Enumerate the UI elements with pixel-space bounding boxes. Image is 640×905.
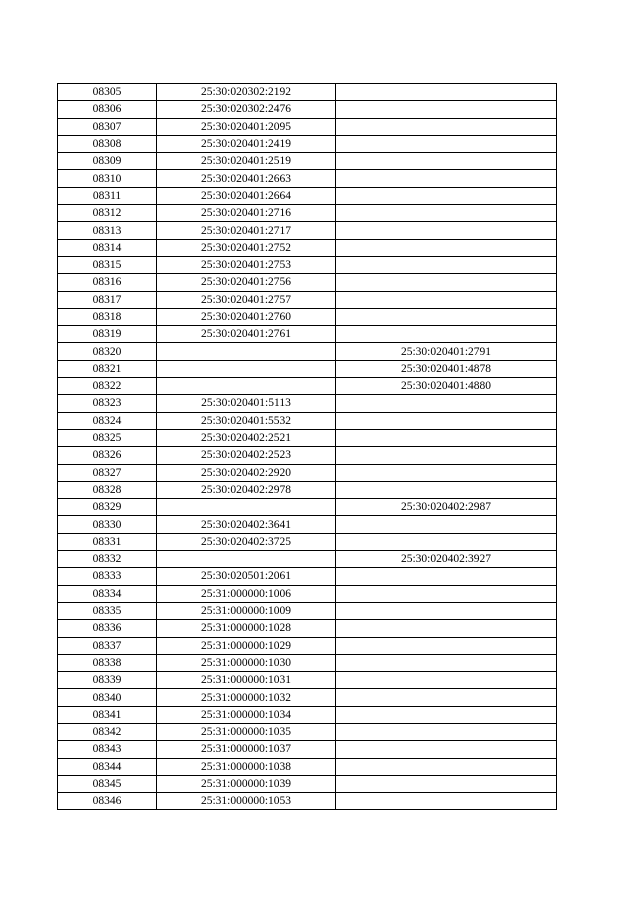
cadastral-number-alt-cell [336, 533, 557, 550]
cadastral-number-cell: 25:30:020402:3725 [157, 533, 336, 550]
row-number-cell: 08321 [58, 360, 157, 377]
row-number-cell: 08310 [58, 170, 157, 187]
table-row [58, 585, 557, 602]
row-number-cell: 08323 [58, 395, 157, 412]
cadastral-number-cell: 25:30:020401:2756 [157, 274, 336, 291]
cadastral-number-alt-cell [336, 308, 557, 325]
cadastral-number-alt-cell [336, 395, 557, 412]
cadastral-number-cell: 25:30:020401:2760 [157, 308, 336, 325]
cadastral-number-cell: 25:30:020401:2757 [157, 291, 336, 308]
cadastral-number-alt-cell [336, 516, 557, 533]
row-number-cell: 08344 [58, 758, 157, 775]
cadastral-number-cell: 25:30:020401:2519 [157, 153, 336, 170]
row-number-cell: 08312 [58, 205, 157, 222]
row-number-cell: 08342 [58, 723, 157, 740]
row-number-cell: 08343 [58, 741, 157, 758]
table-row [58, 360, 557, 377]
row-number-cell: 08322 [58, 378, 157, 395]
cadastral-number-cell: 25:31:000000:1037 [157, 741, 336, 758]
row-number-cell: 08341 [58, 706, 157, 723]
table-row [58, 741, 557, 758]
cadastral-number-alt-cell [336, 153, 557, 170]
row-number-cell: 08324 [58, 412, 157, 429]
table-row [58, 429, 557, 446]
row-number-cell: 08330 [58, 516, 157, 533]
row-number-cell: 08329 [58, 499, 157, 516]
row-number-cell: 08314 [58, 239, 157, 256]
row-number-cell: 08325 [58, 429, 157, 446]
table-row [58, 205, 557, 222]
table-row [58, 464, 557, 481]
cadastral-number-alt-cell [336, 793, 557, 810]
table-row [58, 447, 557, 464]
cadastral-number-cell: 25:30:020501:2061 [157, 568, 336, 585]
cadastral-number-cell: 25:30:020302:2192 [157, 84, 336, 101]
cadastral-number-alt-cell [336, 170, 557, 187]
table-row [58, 153, 557, 170]
row-number-cell: 08337 [58, 637, 157, 654]
cadastral-number-alt-cell [336, 706, 557, 723]
table-row [58, 758, 557, 775]
cadastral-number-alt-cell [336, 291, 557, 308]
cadastral-number-alt-cell: 25:30:020401:2791 [336, 343, 557, 360]
cadastral-number-cell [157, 378, 336, 395]
cadastral-number-alt-cell: 25:30:020402:2987 [336, 499, 557, 516]
cadastral-number-cell: 25:30:020402:2521 [157, 429, 336, 446]
cadastral-number-cell: 25:30:020401:5113 [157, 395, 336, 412]
cadastral-number-alt-cell [336, 118, 557, 135]
table-row [58, 308, 557, 325]
cadastral-number-alt-cell [336, 84, 557, 101]
row-number-cell: 08332 [58, 551, 157, 568]
table-row [58, 602, 557, 619]
table-row [58, 378, 557, 395]
cadastral-number-alt-cell [336, 689, 557, 706]
row-number-cell: 08319 [58, 326, 157, 343]
cadastral-number-cell: 25:30:020402:3641 [157, 516, 336, 533]
row-number-cell: 08336 [58, 620, 157, 637]
table-row [58, 793, 557, 810]
row-number-cell: 08309 [58, 153, 157, 170]
cadastral-number-cell: 25:31:000000:1038 [157, 758, 336, 775]
row-number-cell: 08328 [58, 481, 157, 498]
cadastral-number-alt-cell [336, 274, 557, 291]
cadastral-number-cell: 25:31:000000:1030 [157, 654, 336, 671]
cadastral-number-alt-cell [336, 620, 557, 637]
cadastral-number-cell: 25:30:020401:2716 [157, 205, 336, 222]
table-row [58, 170, 557, 187]
table-row [58, 412, 557, 429]
cadastral-number-alt-cell [336, 585, 557, 602]
cadastral-number-alt-cell [336, 187, 557, 204]
cadastral-number-cell: 25:30:020401:2717 [157, 222, 336, 239]
table-row [58, 533, 557, 550]
table-row [58, 239, 557, 256]
cadastral-number-alt-cell [336, 429, 557, 446]
cadastral-number-alt-cell [336, 135, 557, 152]
cadastral-number-alt-cell: 25:30:020401:4880 [336, 378, 557, 395]
cadastral-number-alt-cell [336, 222, 557, 239]
table-row [58, 481, 557, 498]
cadastral-number-cell: 25:31:000000:1035 [157, 723, 336, 740]
table-row [58, 256, 557, 273]
cadastral-number-cell [157, 343, 336, 360]
cadastral-number-cell: 25:31:000000:1006 [157, 585, 336, 602]
row-number-cell: 08334 [58, 585, 157, 602]
cadastral-number-cell: 25:30:020401:2095 [157, 118, 336, 135]
cadastral-number-alt-cell [336, 568, 557, 585]
cadastral-number-alt-cell [336, 239, 557, 256]
row-number-cell: 08315 [58, 256, 157, 273]
cadastral-number-cell: 25:30:020401:2663 [157, 170, 336, 187]
table-row [58, 654, 557, 671]
table-row [58, 620, 557, 637]
cadastral-number-cell: 25:31:000000:1031 [157, 672, 336, 689]
cadastral-number-cell: 25:31:000000:1034 [157, 706, 336, 723]
table-row [58, 118, 557, 135]
cadastral-number-cell: 25:30:020401:2752 [157, 239, 336, 256]
cadastral-number-cell: 25:31:000000:1009 [157, 602, 336, 619]
cadastral-number-alt-cell: 25:30:020401:4878 [336, 360, 557, 377]
cadastral-number-cell: 25:31:000000:1032 [157, 689, 336, 706]
cadastral-number-alt-cell [336, 775, 557, 792]
cadastral-number-alt-cell [336, 447, 557, 464]
table-row [58, 637, 557, 654]
cadastral-number-cell: 25:31:000000:1039 [157, 775, 336, 792]
cadastral-number-alt-cell: 25:30:020402:3927 [336, 551, 557, 568]
cadastral-number-alt-cell [336, 637, 557, 654]
table-row [58, 395, 557, 412]
row-number-cell: 08305 [58, 84, 157, 101]
table-row [58, 274, 557, 291]
table-row [58, 568, 557, 585]
table-row [58, 291, 557, 308]
table-row [58, 499, 557, 516]
row-number-cell: 08318 [58, 308, 157, 325]
table-row [58, 551, 557, 568]
cadastral-number-alt-cell [336, 326, 557, 343]
table-row [58, 775, 557, 792]
row-number-cell: 08331 [58, 533, 157, 550]
table-row [58, 187, 557, 204]
cadastral-number-cell: 25:30:020401:2664 [157, 187, 336, 204]
cadastral-number-cell: 25:31:000000:1028 [157, 620, 336, 637]
cadastral-number-alt-cell [336, 412, 557, 429]
cadastral-number-cell: 25:30:020401:2753 [157, 256, 336, 273]
registry-table [57, 83, 557, 810]
cadastral-number-alt-cell [336, 672, 557, 689]
cadastral-number-cell: 25:30:020302:2476 [157, 101, 336, 118]
cadastral-number-cell: 25:30:020401:2761 [157, 326, 336, 343]
row-number-cell: 08340 [58, 689, 157, 706]
cadastral-number-cell: 25:30:020402:2978 [157, 481, 336, 498]
cadastral-number-alt-cell [336, 205, 557, 222]
table-row [58, 222, 557, 239]
cadastral-number-cell: 25:30:020401:2419 [157, 135, 336, 152]
cadastral-number-alt-cell [336, 256, 557, 273]
cadastral-number-cell: 25:31:000000:1053 [157, 793, 336, 810]
cadastral-number-alt-cell [336, 464, 557, 481]
cadastral-number-cell: 25:31:000000:1029 [157, 637, 336, 654]
table-row [58, 689, 557, 706]
cadastral-number-alt-cell [336, 758, 557, 775]
cadastral-number-alt-cell [336, 481, 557, 498]
cadastral-number-alt-cell [336, 101, 557, 118]
row-number-cell: 08308 [58, 135, 157, 152]
row-number-cell: 08317 [58, 291, 157, 308]
cadastral-number-cell [157, 551, 336, 568]
row-number-cell: 08339 [58, 672, 157, 689]
table-row [58, 672, 557, 689]
row-number-cell: 08333 [58, 568, 157, 585]
row-number-cell: 08338 [58, 654, 157, 671]
table-row [58, 84, 557, 101]
table-row [58, 343, 557, 360]
cadastral-number-alt-cell [336, 654, 557, 671]
row-number-cell: 08346 [58, 793, 157, 810]
row-number-cell: 08313 [58, 222, 157, 239]
row-number-cell: 08316 [58, 274, 157, 291]
table-row [58, 101, 557, 118]
row-number-cell: 08306 [58, 101, 157, 118]
row-number-cell: 08327 [58, 464, 157, 481]
registry-table-body [58, 84, 557, 810]
row-number-cell: 08326 [58, 447, 157, 464]
row-number-cell: 08320 [58, 343, 157, 360]
cadastral-number-cell [157, 360, 336, 377]
table-row [58, 135, 557, 152]
table-row [58, 723, 557, 740]
table-row [58, 706, 557, 723]
cadastral-number-alt-cell [336, 723, 557, 740]
row-number-cell: 08307 [58, 118, 157, 135]
row-number-cell: 08345 [58, 775, 157, 792]
cadastral-number-cell: 25:30:020402:2523 [157, 447, 336, 464]
row-number-cell: 08335 [58, 602, 157, 619]
cadastral-number-alt-cell [336, 602, 557, 619]
row-number-cell: 08311 [58, 187, 157, 204]
table-row [58, 516, 557, 533]
cadastral-number-cell: 25:30:020402:2920 [157, 464, 336, 481]
cadastral-number-cell: 25:30:020401:5532 [157, 412, 336, 429]
table-row [58, 326, 557, 343]
cadastral-number-alt-cell [336, 741, 557, 758]
cadastral-number-cell [157, 499, 336, 516]
